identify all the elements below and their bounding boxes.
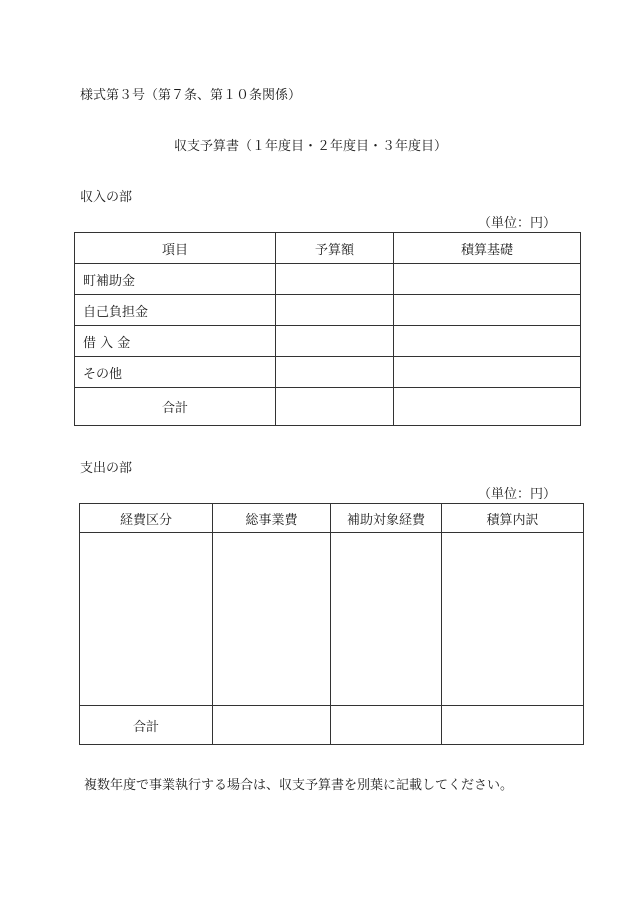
expense-total-cost-sum-cell[interactable] [213, 706, 331, 745]
income-col-basis: 積算基礎 [394, 233, 581, 264]
expense-breakdown-sum-cell[interactable] [442, 706, 584, 745]
income-amount-cell[interactable] [276, 326, 394, 357]
expense-unit-label: （単位：円） [478, 487, 557, 502]
income-section-heading: 収入の部 [80, 190, 133, 205]
expense-total-cost-cell[interactable] [213, 533, 331, 706]
income-header-row [75, 233, 581, 264]
income-total-row [75, 388, 581, 426]
table-row [75, 295, 581, 326]
table-row [75, 326, 581, 357]
income-basis-cell[interactable] [394, 326, 581, 357]
income-item-label: その他 [75, 357, 276, 388]
form-number: 様式第３号（第７条、第１０条関係） [80, 88, 302, 103]
income-total-basis-cell[interactable] [394, 388, 581, 426]
table-row [75, 264, 581, 295]
expense-category-cell[interactable] [80, 533, 213, 706]
footer-note: 複数年度で事業執行する場合は、収支予算書を別葉に記載してください。 [84, 778, 514, 793]
expense-section-heading: 支出の部 [80, 461, 133, 476]
table-row [75, 357, 581, 388]
income-item-label: 自己負担金 [75, 295, 276, 326]
income-item-label: 借 入 金 [75, 326, 276, 357]
expense-breakdown-cell[interactable] [442, 533, 584, 706]
expense-body-row [80, 533, 584, 706]
income-total-amount-cell[interactable] [276, 388, 394, 426]
expense-total-row [80, 706, 584, 745]
expense-table [79, 503, 584, 745]
income-basis-cell[interactable] [394, 295, 581, 326]
income-amount-cell[interactable] [276, 295, 394, 326]
income-item-label: 町補助金 [75, 264, 276, 295]
expense-total-label: 合計 [80, 706, 213, 745]
expense-header-row [80, 504, 584, 533]
income-total-label: 合計 [75, 388, 276, 426]
document-title: 収支予算書（１年度目・２年度目・３年度目） [174, 139, 448, 154]
expense-col-total-project-cost: 総事業費 [213, 504, 331, 533]
income-basis-cell[interactable] [394, 357, 581, 388]
income-table [74, 232, 581, 426]
expense-eligible-cost-cell[interactable] [331, 533, 442, 706]
income-col-item: 項目 [75, 233, 276, 264]
expense-eligible-cost-sum-cell[interactable] [331, 706, 442, 745]
income-col-amount: 予算額 [276, 233, 394, 264]
income-basis-cell[interactable] [394, 264, 581, 295]
expense-col-eligible-cost: 補助対象経費 [331, 504, 442, 533]
expense-col-breakdown: 積算内訳 [442, 504, 584, 533]
income-amount-cell[interactable] [276, 264, 394, 295]
income-unit-label: （単位：円） [478, 216, 557, 231]
expense-col-category: 経費区分 [80, 504, 213, 533]
income-amount-cell[interactable] [276, 357, 394, 388]
